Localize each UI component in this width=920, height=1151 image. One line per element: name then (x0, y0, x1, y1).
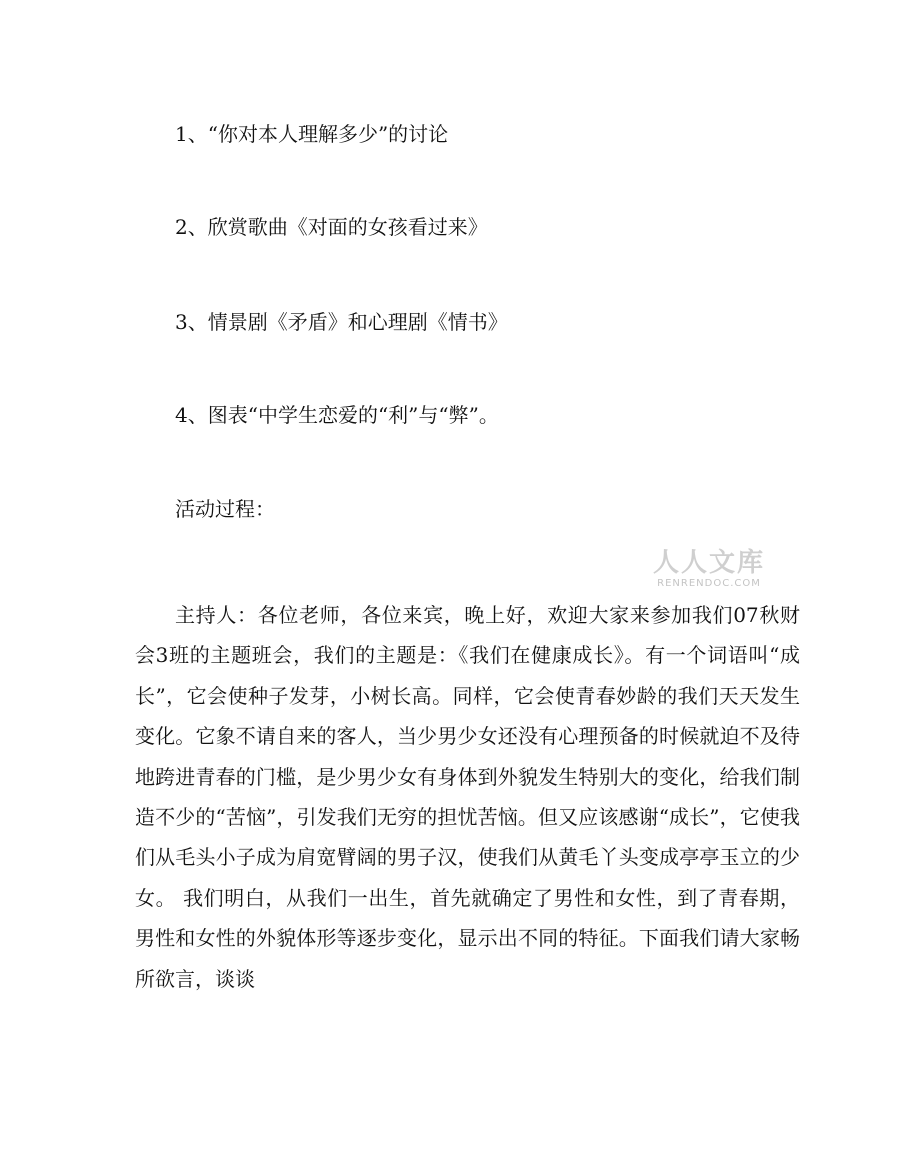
list-item-3: 3、情景剧《矛盾》和心理剧《情书》 (175, 310, 508, 334)
body-paragraph: 主持人：各位老师，各位来宾，晚上好，欢迎大家来参加我们07秋财会3班的主题班会，我们的主题是：《我们在健康成长》。有一个词语叫“成长”，它会使种子发芽，小树长高。同样，它会使青春妙龄的我们天天发生变化。它象不请自来的客人，当少男少女还没有心理预备的时候就迫不及待地跨进青春的门槛，是少男少女有身体到外貌发生特别大的变化，给我们制造不少的“苦恼”，引发我们无穷的担忧苦恼。但又应该感谢“成长”，它使我们从毛头小子成为肩宽臂阔的男子汉，使我们从黄毛丫头变成亭亭玉立的少女。 我们明白，从我们一出生，首先就确定了男性和女性，到了青春期，男性和女性的外貌体形等逐步变化，显示出不同的特征。下面我们请大家畅所欲言，谈谈 (135, 603, 800, 991)
watermark-logo (648, 548, 770, 590)
section-heading: 活动过程： (175, 497, 275, 521)
watermark-subtitle: RENRENDOC.COM (657, 578, 761, 589)
watermark-title: 人人文库 (652, 548, 765, 578)
list-item-4: 4、图表“中学生恋爱的“利”与“弊”。 (175, 403, 499, 427)
list-item-1: 1、“你对本人理解多少”的讨论 (175, 122, 449, 146)
list-item-2: 2、欣赏歌曲《对面的女孩看过来》 (175, 215, 488, 239)
